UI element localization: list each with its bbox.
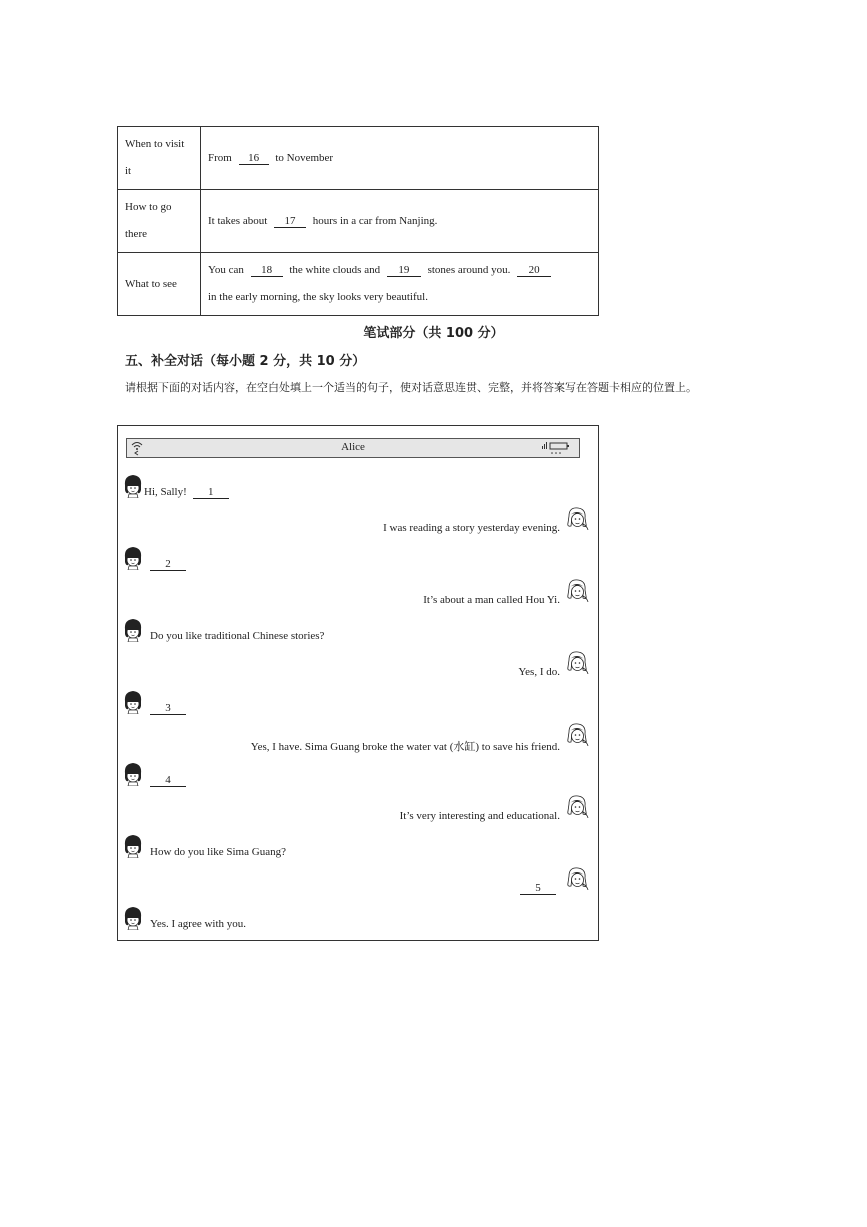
chat-message <box>520 882 560 895</box>
chat-message <box>400 810 560 822</box>
info-table <box>117 126 599 316</box>
girl-avatar-icon <box>565 506 589 533</box>
row-content <box>201 253 599 316</box>
chat-message <box>150 846 286 858</box>
boy-avatar-icon <box>123 906 143 933</box>
girl-avatar-icon <box>565 722 589 749</box>
table-row <box>118 190 599 253</box>
instructions: 请根据下面的对话内容，在空白处填上一个适当的句子，使对话意思连贯、完整，并将答案写在答题卡相应的位置上。 <box>125 381 697 394</box>
chat-message <box>150 630 324 642</box>
row-content <box>201 190 599 253</box>
boy-avatar-icon <box>123 690 143 717</box>
message-text: Yes, I do. <box>518 666 560 678</box>
text: hours in a car from Nanjing. <box>312 214 438 227</box>
text: From <box>208 151 232 164</box>
chat-box <box>117 425 599 941</box>
row-label: When to visit it <box>118 127 201 190</box>
boy-avatar-icon <box>123 546 143 573</box>
chat-message <box>150 774 190 787</box>
blank-20: 20 <box>517 264 551 277</box>
phone-title-bar <box>126 438 580 458</box>
boy-avatar-icon <box>123 618 143 645</box>
signal-battery-icon <box>541 440 573 456</box>
blank-19: 19 <box>387 264 421 277</box>
blank-16: 16 <box>239 152 269 165</box>
boy-avatar-icon <box>123 762 143 789</box>
boy-avatar-icon <box>123 474 143 501</box>
answer-blank-3: 3 <box>150 702 186 715</box>
message-text: It’s very interesting and educational. <box>399 810 560 822</box>
row-label: What to see <box>118 253 201 316</box>
answer-blank-5: 5 <box>520 882 556 895</box>
message-text: It’s about a man called Hou Yi. <box>423 594 560 606</box>
row-label: How to go there <box>118 190 201 253</box>
answer-blank-1: 1 <box>193 486 229 499</box>
table-row <box>118 253 599 316</box>
girl-avatar-icon <box>565 866 589 893</box>
question-heading: 五、补全对话（每小题 2 分，共 10 分） <box>125 354 366 369</box>
chat-message <box>150 558 190 571</box>
girl-avatar-icon <box>565 794 589 821</box>
row-content <box>201 127 599 190</box>
chat-message <box>251 738 560 754</box>
message-text: Hi, Sally! <box>144 486 187 498</box>
chat-message <box>150 918 246 930</box>
text: You can <box>208 264 244 276</box>
text: in the early morning, the sky looks very beautiful. <box>208 291 428 303</box>
message-text: Do you like traditional Chinese stories? <box>150 630 325 642</box>
chat-message <box>144 486 233 499</box>
girl-avatar-icon <box>565 578 589 605</box>
section-title: 笔试部分（共 100 分） <box>363 326 504 341</box>
chat-message <box>383 522 560 534</box>
text: the white clouds and <box>289 264 381 276</box>
chat-title: Alice <box>341 441 365 453</box>
answer-blank-4: 4 <box>150 774 186 787</box>
text: to November <box>275 151 334 164</box>
girl-avatar-icon <box>565 650 589 677</box>
boy-avatar-icon <box>123 834 143 861</box>
table-row <box>118 127 599 190</box>
blank-18: 18 <box>251 264 283 277</box>
message-text: How do you like Sima Guang? <box>150 846 286 858</box>
answer-blank-2: 2 <box>150 558 186 571</box>
blank-17: 17 <box>274 215 306 228</box>
text: It takes about <box>208 214 268 227</box>
message-text: Yes. I agree with you. <box>150 918 247 930</box>
text: stones around you. <box>427 264 511 276</box>
chat-message <box>518 666 560 678</box>
chat-message <box>423 594 560 606</box>
message-text: Yes, I have. Sima Guang broke the water vat (水缸) to save his friend. <box>250 741 560 753</box>
message-text: I was reading a story yesterday evening. <box>383 522 560 534</box>
chat-message <box>150 702 190 715</box>
